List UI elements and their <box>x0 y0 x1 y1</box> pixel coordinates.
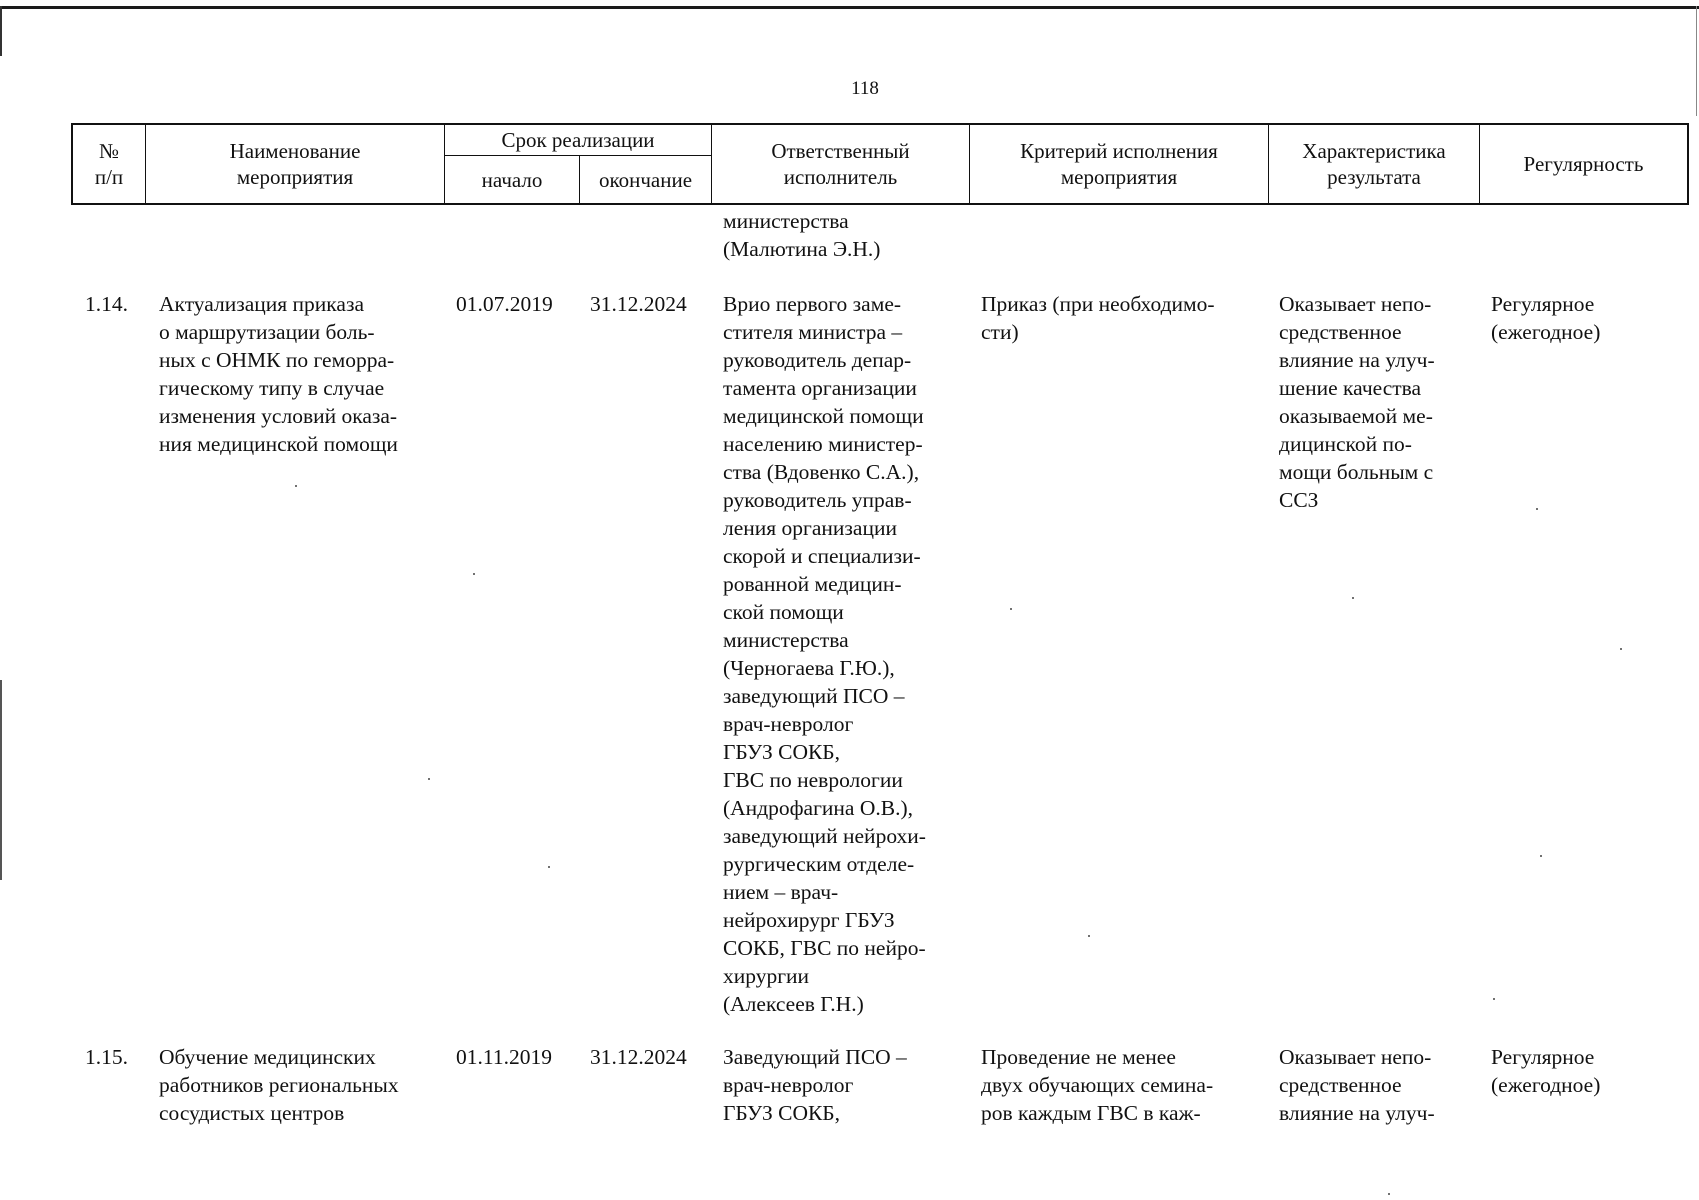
row-end-date: 31.12.2024 <box>590 292 687 316</box>
row-end-date: 31.12.2024 <box>590 1045 687 1069</box>
scan-speck <box>1536 508 1538 510</box>
row-number: 1.14. <box>85 292 128 316</box>
scan-speck <box>1010 608 1012 610</box>
scan-speck <box>428 778 430 780</box>
row-start-date: 01.07.2019 <box>456 292 553 316</box>
row-responsible: Заведующий ПСО – врач-невролог ГБУЗ СОКБ, <box>723 1045 907 1125</box>
scan-border-left-lower <box>0 680 2 880</box>
header-num: № п/п <box>94 139 124 189</box>
scan-speck <box>1088 935 1090 937</box>
page-number: 118 <box>851 78 879 99</box>
row-number: 1.15. <box>85 1045 128 1069</box>
scan-speck <box>473 573 475 575</box>
header-border-right <box>1687 123 1689 205</box>
header-regularity: Регулярность <box>1523 152 1644 176</box>
row-criterion: Приказ (при необходимо- сти) <box>981 292 1215 344</box>
row-responsible: Врио первого заме- стителя министра – руководитель депар- тамента организации медицинской помощи населению министер- ства (Вдовенко С.А.), руководитель управ- ления организации скорой и специализи- рованной медицин- ской помощи министерства (Черногаева Г.Ю.), заведующий ПСО – врач-невролог ГБУЗ СОКБ, ГВС по неврологии (Андрофагина О.В.), заведующий нейрохи- рургическим отделе- нием – врач- нейрохирург ГБУЗ СОКБ, ГВС по нейро- хирургии (Алексеев Г.Н.) <box>723 292 926 1016</box>
continuation-responsible: министерства (Малютина Э.Н.) <box>723 209 881 261</box>
row-start-date: 01.11.2019 <box>456 1045 552 1069</box>
table-header <box>71 123 1689 205</box>
header-name: Наименование мероприятия <box>229 139 361 189</box>
row-regularity: Регулярное (ежегодное) <box>1491 292 1601 344</box>
scan-border-left <box>0 6 2 56</box>
scan-speck <box>295 485 297 487</box>
header-end: окончание <box>598 167 693 192</box>
header-responsible: Ответственный исполнитель <box>771 139 910 189</box>
row-name: Актуализация приказа о маршрутизации боль- ных с ОНМК по геморра- гическому типу в случае изменения условий оказа- ния медицинской помощи <box>159 292 398 456</box>
row-criterion: Проведение не менее двух обучающих семина- ров каждым ГВС в каж- <box>981 1045 1214 1125</box>
row-result: Оказывает непо- средственное влияние на улуч- <box>1279 1045 1435 1125</box>
scan-speck <box>1493 998 1495 1000</box>
scan-speck <box>1620 648 1622 650</box>
scan-speck <box>1352 597 1354 599</box>
row-result: Оказывает непо- средственное влияние на улуч- шение качества оказываемой ме- дицинской по- мощи больным с ССЗ <box>1279 292 1435 512</box>
header-start: начало <box>481 167 543 192</box>
header-period: Срок реализации <box>501 128 655 152</box>
header-border-bottom <box>71 203 1689 205</box>
row-name: Обучение медицинских работников региональных сосудистых центров <box>159 1045 399 1125</box>
header-criterion: Критерий исполнения мероприятия <box>1020 139 1218 189</box>
row-regularity: Регулярное (ежегодное) <box>1491 1045 1601 1097</box>
scan-border-top <box>0 6 1699 9</box>
header-result: Характеристика результата <box>1302 139 1446 189</box>
scan-speck <box>1540 855 1542 857</box>
scan-speck <box>1388 1193 1390 1195</box>
scan-speck <box>548 866 550 868</box>
